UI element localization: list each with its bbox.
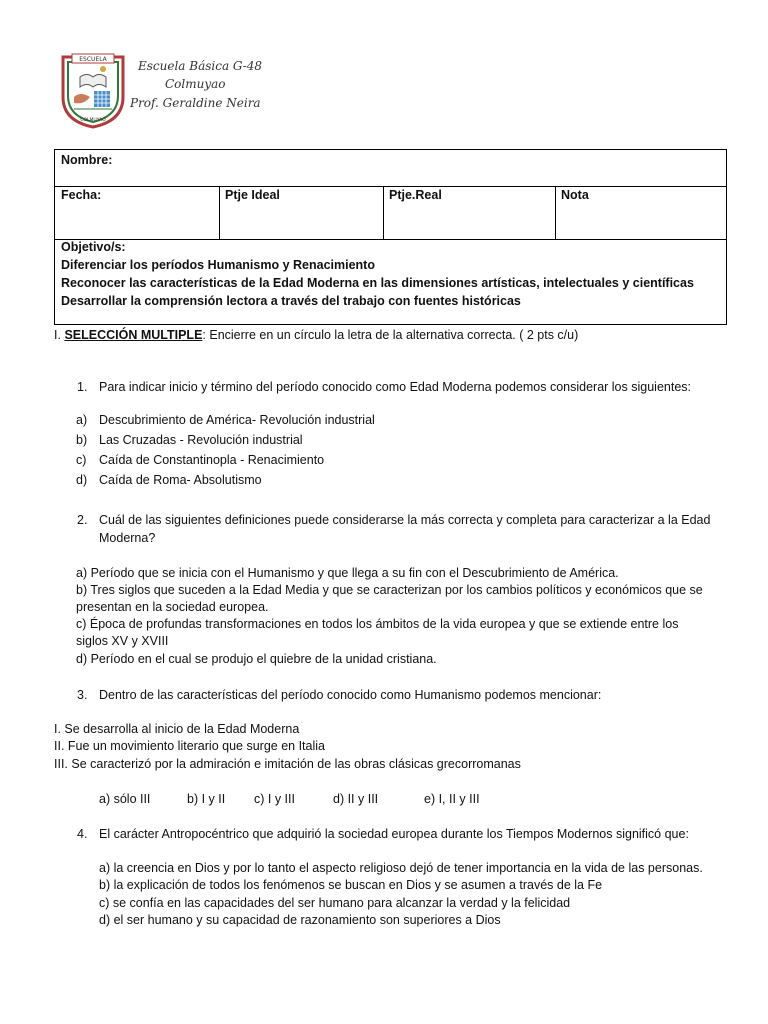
question-text: El carácter Antropocéntrico que adquirió la sociedad europea durante los Tiempos Modernos significó que: (99, 827, 689, 841)
option-text: b) Tres siglos que suceden a la Edad Media y que se caracterizan por los cambios políticos y económicos que se (76, 583, 703, 597)
objectives-label: Objetivo/s: (61, 240, 126, 254)
teacher-name: Prof. Geraldine Neira (130, 96, 261, 110)
table-divider (383, 186, 384, 239)
school-name: Escuela Básica G-48 (138, 59, 263, 73)
statement-item: II. Fue un movimiento literario que surge en Italia (54, 739, 325, 753)
option-text: d) II y III (333, 792, 379, 806)
question-number: 3. (77, 688, 88, 702)
question-text-continued: Moderna? (99, 531, 156, 545)
section-numeral: I. (54, 328, 61, 342)
real-score-label: Ptje.Real (389, 188, 442, 202)
question-number: 1. (77, 380, 88, 394)
table-divider (555, 186, 556, 239)
ideal-score-label: Ptje Ideal (225, 188, 280, 202)
logo-text-top: ESCUELA (79, 56, 107, 63)
table-divider (219, 186, 220, 239)
objective-item: Reconocer las características de la Edad Moderna en las dimensiones artísticas, intelectuales y científicas (61, 276, 694, 290)
option-text: d) Período en el cual se produjo el quiebre de la unidad cristiana. (76, 652, 437, 666)
option-text-continued: siglos XV y XVIII (76, 634, 169, 648)
section-instruction: : Encierre en un círculo la letra de la alternativa correcta. ( 2 pts c/u) (202, 328, 579, 342)
option-text-continued: presentan en la sociedad europea. (76, 600, 269, 614)
option-letter: d) (76, 473, 88, 487)
statement-item: III. Se caracterizó por la admiración e imitación de las obras clásicas grecorromanas (54, 757, 521, 771)
option-text: c) se confía en las capacidades del ser humano para alcanzar la verdad y la felicidad (99, 896, 571, 910)
option-letter: b) (76, 433, 88, 447)
section-heading (54, 327, 578, 344)
option-text: Las Cruzadas - Revolución industrial (99, 433, 303, 447)
option-text: b) I y II (187, 792, 226, 806)
option-text: Caída de Roma- Absolutismo (99, 473, 262, 487)
option-text: d) el ser humano y su capacidad de razonamiento son superiores a Dios (99, 913, 501, 927)
option-letter: a) (76, 413, 88, 427)
objective-item: Desarrollar la comprensión lectora a través del trabajo con fuentes históricas (61, 294, 521, 308)
option-text: Descubrimiento de América- Revolución industrial (99, 413, 375, 427)
objective-item: Diferenciar los períodos Humanismo y Renacimiento (61, 258, 375, 272)
logo-text-bottom: COLMUYAO (80, 118, 106, 123)
question-number: 4. (77, 827, 88, 841)
school-location: Colmuyao (165, 77, 226, 91)
option-text: Caída de Constantinopla - Renacimiento (99, 453, 325, 467)
option-letter: c) (76, 453, 87, 467)
date-field-label: Fecha: (61, 188, 102, 202)
option-text: b) la explicación de todos los fenómenos se buscan en Dios y se asumen a través de la Fe (99, 878, 603, 892)
question-text: Cuál de las siguientes definiciones puede considerarse la más correcta y completa para caracterizar a la Edad (99, 513, 711, 527)
option-text: e) I, II y III (424, 792, 480, 806)
question-number: 2. (77, 513, 88, 527)
statement-item: I. Se desarrolla al inicio de la Edad Moderna (54, 722, 300, 736)
option-text: a) la creencia en Dios y por lo tanto el aspecto religioso dejó de tener importancia en la vida de las personas. (99, 861, 703, 875)
option-text: a) Período que se inicia con el Humanismo y que llega a su fin con el Descubrimiento de América. (76, 566, 619, 580)
school-crest-icon (60, 53, 126, 129)
question-text: Para indicar inicio y término del período conocido como Edad Moderna podemos considerar los siguientes: (99, 380, 691, 394)
option-text: c) I y III (254, 792, 295, 806)
name-field-label: Nombre: (61, 153, 113, 167)
section-title: SELECCIÓN MULTIPLE (64, 328, 203, 342)
table-divider (55, 239, 726, 240)
student-info-table (54, 149, 727, 325)
school-logo (60, 53, 126, 129)
option-text: a) sólo III (99, 792, 151, 806)
question-text: Dentro de las características del período conocido como Humanismo podemos mencionar: (99, 688, 602, 702)
option-text: c) Época de profundas transformaciones en todos los ámbitos de la vida europea y que se extiende entre los (76, 617, 679, 631)
grade-label: Nota (561, 188, 589, 202)
